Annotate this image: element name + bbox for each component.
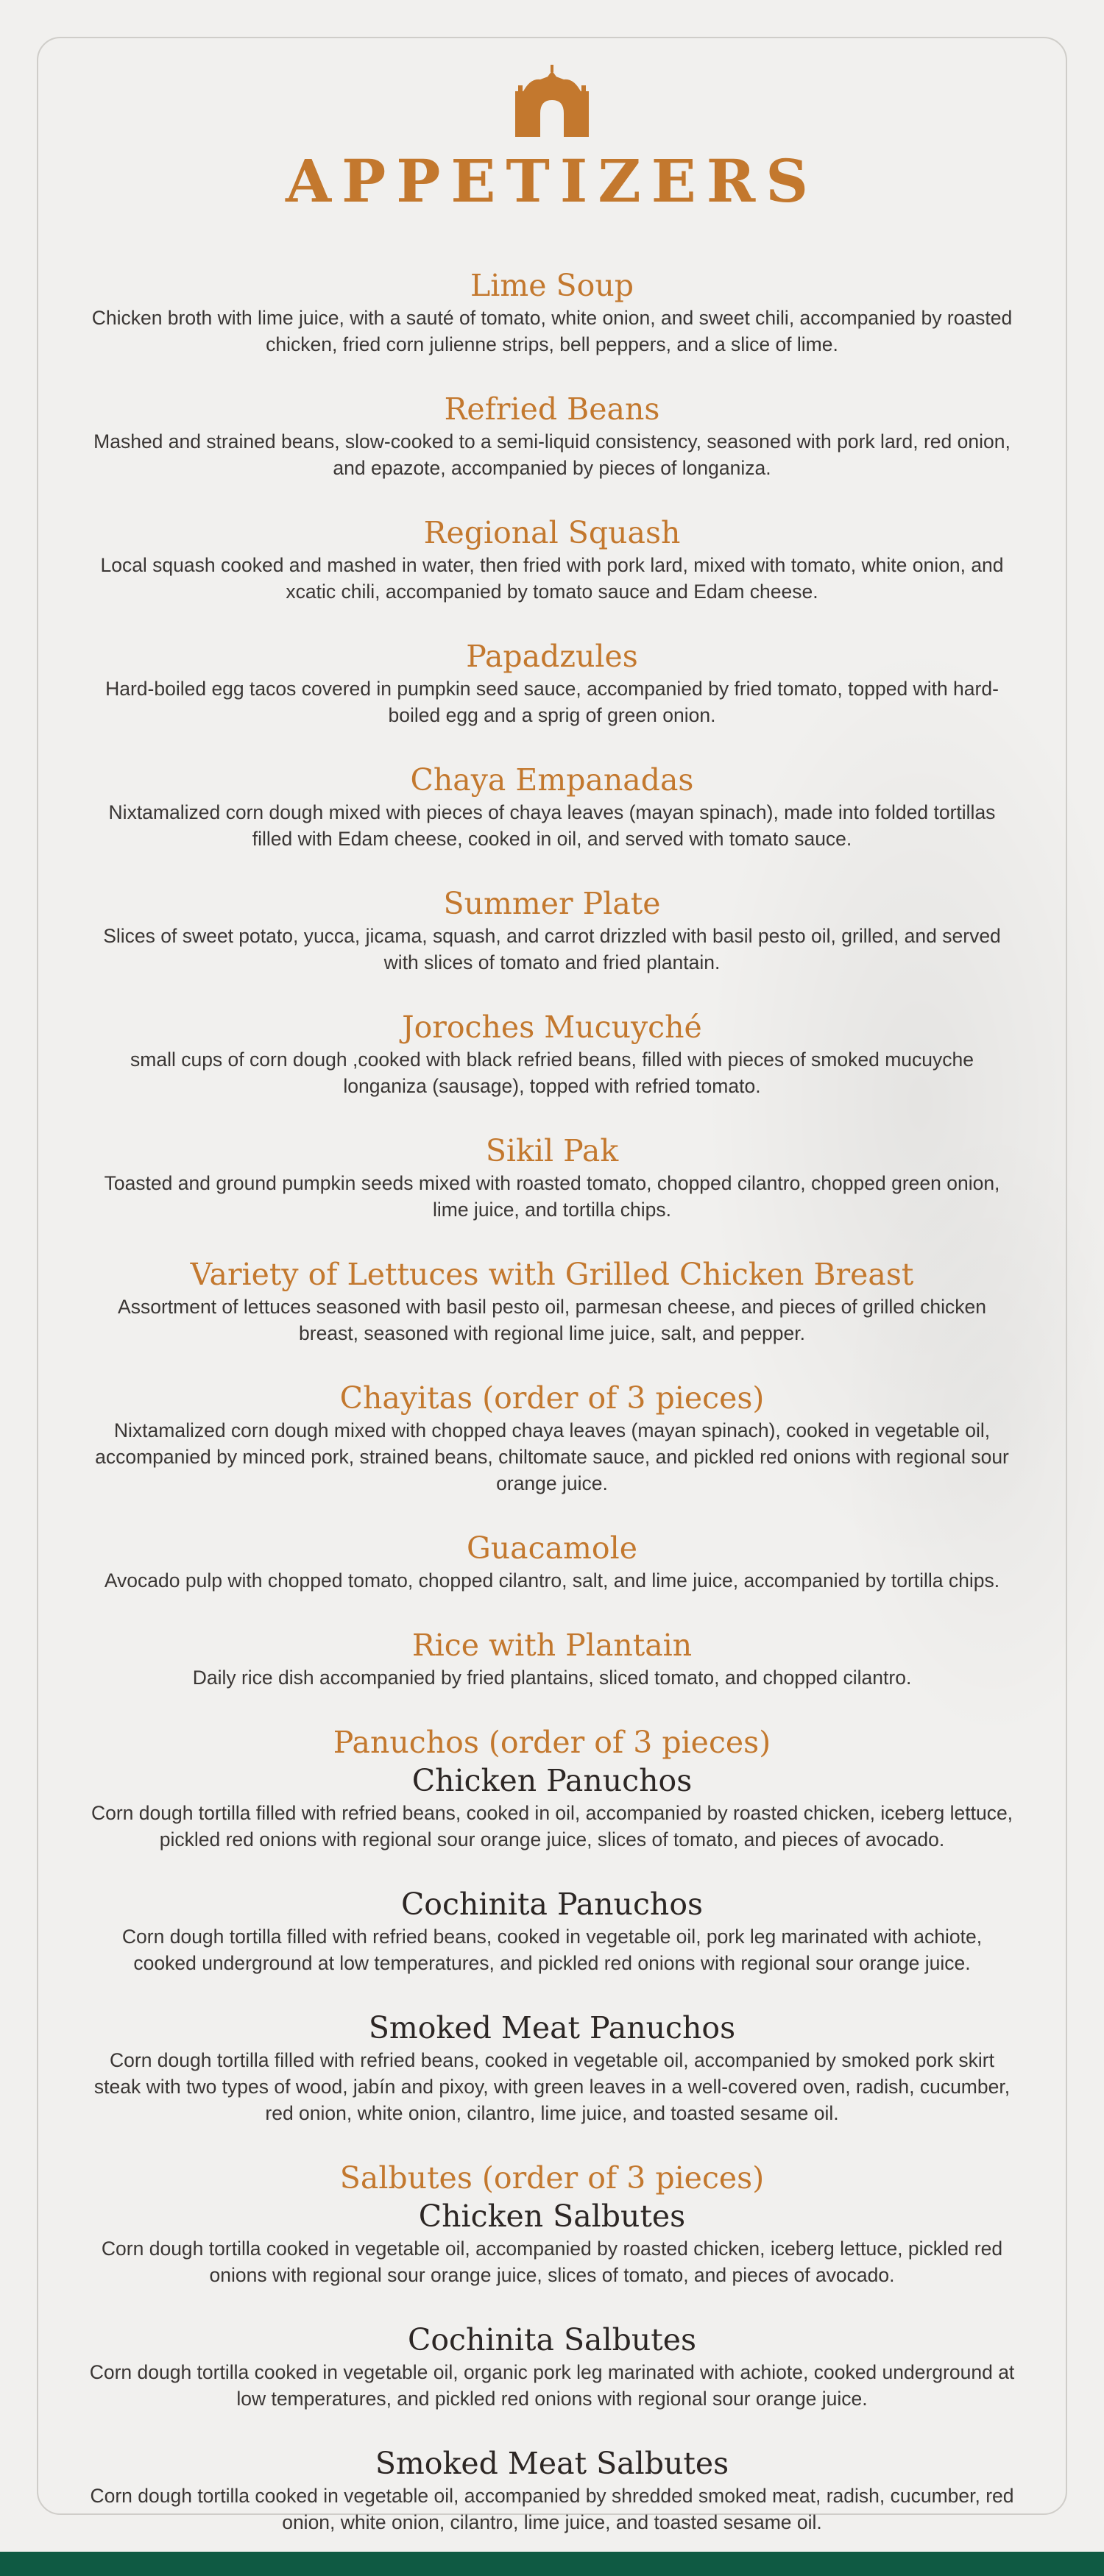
menu-item — [88, 761, 1016, 852]
menu-item — [88, 1008, 1016, 1099]
item-description: Avocado pulp with chopped tomato, chopped cilantro, salt, and lime juice, accompanied by tortilla chips. — [104, 1569, 1000, 1592]
item-description: Corn dough tortilla cooked in vegetable oil, organic pork leg marinated with achiote, cooked underground at low temperatures, and pickled red onions with regional sour orange juice. — [89, 2361, 1015, 2410]
item-description: Mashed and strained beans, slow-cooked to a semi-liquid consistency, seasoned with pork lard, red onion, and epazote, accompanied by pieces of longaniza. — [93, 430, 1011, 479]
item-name: Lime Soup — [470, 268, 634, 303]
sub-item-name: Cochinita Salbutes — [407, 2322, 697, 2357]
item-name: Sikil Pak — [485, 1133, 619, 1168]
menu-item — [88, 266, 1016, 358]
item-description: Corn dough tortilla cooked in vegetable oil, accompanied by shredded smoked meat, radish, cucumber, red onion, white onion, cilantro, lime juice, and toasted sesame oil. — [90, 2485, 1014, 2533]
item-name: Refried Beans — [444, 391, 660, 427]
arch-logo-icon — [508, 65, 596, 137]
sub-item-name: Chicken Salbutes — [418, 2199, 686, 2234]
salbutes-section — [88, 2159, 1016, 2536]
item-description: Toasted and ground pumpkin seeds mixed with roasted tomato, chopped cilantro, chopped green onion, lime juice, and tortilla chips. — [104, 1172, 1000, 1221]
item-description: small cups of corn dough ,cooked with black refried beans, filled with pieces of smoked mucuyche longaniza (sausage), topped with refried tomato. — [130, 1049, 974, 1097]
sub-item-name: Smoked Meat Panuchos — [368, 2010, 736, 2045]
item-description: Corn dough tortilla cooked in vegetable oil, accompanied by roasted chicken, iceberg lettuce, pickled red onions with regional sour orange juice, slices of tomato, and pieces of avocado. — [101, 2238, 1003, 2286]
item-name: Guacamole — [467, 1530, 637, 1566]
item-name: Rice with Plantain — [411, 1628, 693, 1663]
sub-item-name: Chicken Panuchos — [411, 1763, 693, 1798]
item-name: Chayitas (order of 3 pieces) — [339, 1380, 765, 1416]
item-name: Variety of Lettuces with Grilled Chicken Breast — [190, 1257, 914, 1292]
menu-item — [88, 1379, 1016, 1497]
menu-item — [88, 1626, 1016, 1691]
item-name: Chaya Empanadas — [410, 762, 694, 798]
item-description: Local squash cooked and mashed in water, then fried with pork lard, mixed with tomato, white onion, and xcatic chili, accompanied by tomato sauce and Edam cheese. — [100, 554, 1004, 603]
item-name: Regional Squash — [423, 515, 681, 550]
item-name: Joroches Mucuyché — [402, 1010, 702, 1045]
menu-item — [88, 884, 1016, 976]
item-description: Chicken broth with lime juice, with a sauté of tomato, white onion, and sweet chili, accompanied by roasted chicken, fried corn julienne strips, bell peppers, and a slice of lime. — [91, 307, 1013, 355]
item-description: Nixtamalized corn dough mixed with pieces of chaya leaves (mayan spinach), made into folded tortillas filled with Edam cheese, cooked in oil, and served with tomato sauce. — [108, 801, 996, 850]
menu-item — [88, 1255, 1016, 1346]
panuchos-section — [88, 1723, 1016, 2126]
menu-item — [88, 1132, 1016, 1223]
section-heading: Salbutes (order of 3 pieces) — [339, 2160, 765, 2196]
section-heading: Panuchos (order of 3 pieces) — [333, 1725, 771, 1760]
menu-item — [88, 514, 1016, 605]
item-description: Daily rice dish accompanied by fried plantains, sliced tomato, and chopped cilantro. — [192, 1667, 912, 1689]
item-description: Assortment of lettuces seasoned with basil pesto oil, parmesan cheese, and pieces of grilled chicken breast, seasoned with regional lime juice, salt, and pepper. — [118, 1296, 986, 1344]
menu-item — [88, 1529, 1016, 1594]
footer-band — [0, 2552, 1104, 2576]
item-description: Hard-boiled egg tacos covered in pumpkin seed sauce, accompanied by fried tomato, topped with hard-boiled egg and a sprig of green onion. — [105, 678, 999, 726]
page-title: APPETIZERS — [286, 146, 818, 216]
sub-item-name: Cochinita Panuchos — [400, 1887, 704, 1922]
item-description: Nixtamalized corn dough mixed with chopped chaya leaves (mayan spinach), cooked in vegetable oil, accompanied by minced pork, strained beans, chiltomate sauce, and pickled red onions with regional sour orange juice. — [95, 1419, 1009, 1494]
item-description: Corn dough tortilla filled with refried beans, cooked in oil, accompanied by roasted chicken, iceberg lettuce, pickled red onions with regional sour orange juice, slices of tomato, and pieces of avocado. — [91, 1802, 1013, 1851]
item-description: Corn dough tortilla filled with refried beans, cooked in vegetable oil, accompanied by smoked pork skirt steak with two types of wood, jabín and pixoy, with green leaves in a well-covered oven, radish, cucumber, red onion, white onion, cilantro, lime juice, and toasted sesame oil. — [93, 2049, 1011, 2124]
sub-item-name: Smoked Meat Salbutes — [375, 2446, 729, 2481]
item-name: Summer Plate — [443, 886, 661, 921]
menu-item — [88, 637, 1016, 728]
item-description: Corn dough tortilla filled with refried beans, cooked in vegetable oil, pork leg marinated with achiote, cooked underground at low temperatures, and pickled red onions with regional sour orange juice. — [121, 1926, 983, 1974]
menu-list — [88, 266, 1016, 2536]
item-name: Papadzules — [466, 639, 638, 674]
item-description: Slices of sweet potato, yucca, jicama, squash, and carrot drizzled with basil pesto oil, grilled, and served with slices of tomato and fried plantain. — [103, 925, 1001, 973]
menu-item — [88, 390, 1016, 481]
